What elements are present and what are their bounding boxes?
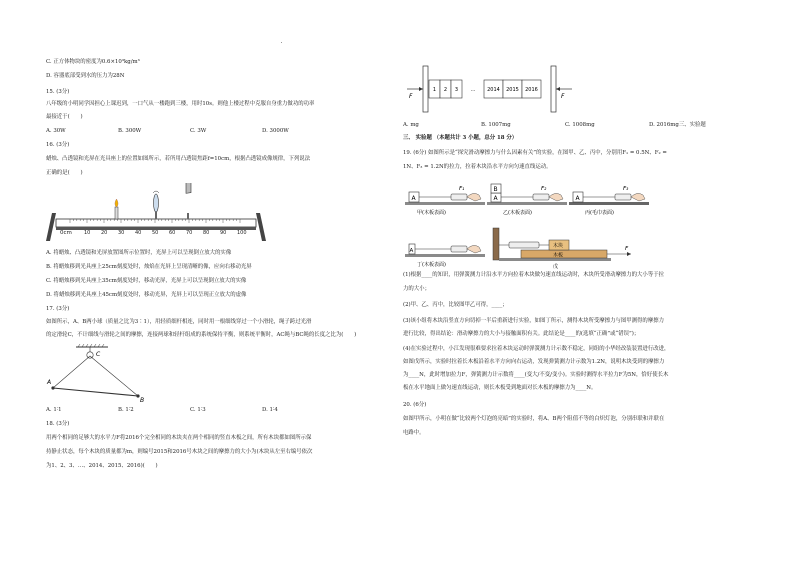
lens-top-icon <box>153 191 159 193</box>
right-board <box>551 66 556 112</box>
ding-spring-scale-icon <box>451 246 467 252</box>
bench-tick-label: 20 <box>101 230 108 236</box>
q20-stem-line2: 电路中。 <box>403 430 425 436</box>
left-force-arrowhead <box>419 87 423 91</box>
bench-unit-label: 0cm <box>60 230 72 236</box>
pulley-icon <box>87 352 93 358</box>
yi-hand-icon <box>549 193 563 201</box>
yi-block-b-label: B <box>493 186 498 193</box>
right-force-arrowhead <box>556 87 560 91</box>
q15-stem-line1: 八年级的小明同学因担心上课迟到，一口气从一楼跑到三楼，用时10s。则他上楼过程中克服自身重力做功的功率 <box>46 101 315 107</box>
light-screen-icon <box>186 183 191 193</box>
bing-force-label: F₃ <box>623 186 629 192</box>
q15-heading: 15. (3分) <box>46 89 70 95</box>
light-rod <box>53 388 138 396</box>
q18-stem-line2: 持静止状态，每个木块的质量都为m，则编号2015和2016号木块之间的摩擦力的大小为(木块从左至右编号依次 <box>46 449 313 455</box>
block-row <box>429 80 541 98</box>
wu-long-plank <box>521 250 607 258</box>
optical-bench-figure <box>46 183 266 243</box>
left-board <box>423 66 428 112</box>
wu-block-label: 木块 <box>553 243 564 249</box>
bench-left-leg <box>46 213 56 241</box>
q16-option-d: D. 将蜡烛移到光具座上45cm刻度处时，移动光屏，光屏上可以呈现正立放大的虚像 <box>46 292 247 298</box>
q15-option-d: D. 3000W <box>262 128 289 134</box>
label-b: B <box>140 397 145 404</box>
wu-force-label: F <box>625 246 629 252</box>
bing-block-label: A <box>575 195 580 202</box>
q15-option-b: B. 300W <box>118 128 142 134</box>
jia-spring-scale-icon <box>451 194 467 200</box>
q15-option-a: A. 30W <box>46 128 66 134</box>
bing-surface <box>569 202 649 205</box>
bench-tick-label: 10 <box>84 230 91 236</box>
block-number: 2014 <box>487 87 500 93</box>
section-title: 三、 实验题 （本题共计 3 小题，总分 18 分） <box>403 135 518 141</box>
jia-force-label: F₁ <box>459 186 465 192</box>
q16-option-a: A. 将蜡烛、凸透镜和光屏放置图所示位置时，光屏上可以呈现倒立放大的实像 <box>46 250 232 256</box>
q16-option-b: B. 将蜡烛移到光具座上25cm刻度处时，烛焰在光屏上呈现清晰的像，应向右移动光屏 <box>46 264 252 270</box>
block-number: … <box>470 87 476 93</box>
bench-rail <box>56 219 256 227</box>
ceiling-hatching <box>78 344 104 347</box>
bench-tick-label: 100 <box>237 230 247 236</box>
q14-option-d: D. 容器底部受到水的压力为28N <box>46 73 125 79</box>
lens-stand <box>155 212 157 219</box>
ball-a-icon <box>51 386 54 389</box>
q19-part4-line1: (4)在实验过程中，小江发现很难要求拉着木块运动时弹簧测力计示数不稳定，同组的小华经改装装置进行改进， <box>403 346 670 352</box>
yi-spring-scale-icon <box>533 194 549 200</box>
yi-caption: 乙(木板表面) <box>503 210 532 216</box>
yi-force-label: F₂ <box>541 186 547 192</box>
q18-heading: 18. (3分) <box>46 421 70 427</box>
block-number: 2016 <box>525 87 538 93</box>
q19-part4-line4: 板在水平地面上做匀速直线运动，则长木板受到地面对长木板的摩擦力为____N。 <box>403 385 597 391</box>
bench-right-leg <box>256 213 266 241</box>
convex-lens-icon <box>154 194 159 212</box>
figure-wu <box>493 228 631 270</box>
yi-surface <box>487 202 567 205</box>
wu-pull-arrowhead <box>627 252 631 256</box>
bench-tick-label: 60 <box>169 230 176 236</box>
bench-tick-label: 40 <box>135 230 142 236</box>
figure-jia <box>405 186 485 216</box>
figure-bing <box>569 186 649 216</box>
jia-surface <box>405 202 485 205</box>
left-force-label: F <box>409 93 413 100</box>
q19-part1-line2: 力的大小； <box>403 286 430 292</box>
q19-part1-line1: (1)根据____的知识，用弹簧测力计沿水平方向拉着木块做匀速直线运动时，木块所受滑动摩擦力的大小等于拉 <box>403 272 664 278</box>
bench-tick-label: 80 <box>203 230 210 236</box>
block-number: 2015 <box>506 87 519 93</box>
bing-hand-icon <box>631 193 645 201</box>
ding-block-label: A <box>409 248 414 254</box>
bing-spring-scale-icon <box>615 194 631 200</box>
screen-stand <box>187 213 189 219</box>
q16-stem-line2: 正确的是( ) <box>46 170 83 176</box>
q18-option-b: B. 1007mg <box>481 122 511 128</box>
figure-ding <box>405 244 485 268</box>
friction-experiment-figure <box>403 176 748 270</box>
q17-stem-line1: 如图所示，A、B两小球（质量之比为3∶1），用轻质细杆相连，同时用一根细线穿过一个小滑轮，绳子跨过光滑 <box>46 319 312 325</box>
q18-option-d: D. 2016mg三、实验题 <box>649 122 706 128</box>
wu-caption: 戊 <box>553 264 559 270</box>
bench-tick-label: 50 <box>152 230 159 236</box>
q20-stem-line1: 如图甲所示，小明在做“比较两个灯泡的亮暗”的实验时，将A、B两个阻值不等的白炽灯泡，分别串联和并联在 <box>403 416 665 422</box>
q16-option-c: C. 将蜡烛移到光具座上35cm刻度处时，移动光屏，光屏上可以呈现倒立放大的实像 <box>46 278 247 284</box>
bench-tick-label: 70 <box>186 230 193 236</box>
q15-stem-line2: 最接近于( ) <box>46 114 83 120</box>
figure-yi <box>487 184 567 216</box>
jia-block-label: A <box>411 195 416 202</box>
q19-part4-line2: 如图戊所示，实验时拉着长木板沿着水平方向向右运动，发现弹簧测力计示数为1.2N，说明木块受到的摩擦力 <box>403 359 665 365</box>
q14-option-c: C. 正方体物块的密度为0.6×10³kg/m³ <box>46 59 140 65</box>
wu-spring-scale-icon <box>509 242 539 248</box>
q18-option-c: C. 1008mg <box>565 122 595 128</box>
q19-part4-line3: 为____N，此时增加拉力F，弹簧测力计示数将____(变大/不变/变小)。实验时测得水平拉力F为5N，恰好使长木 <box>403 372 669 378</box>
bench-tick-label: 90 <box>220 230 227 236</box>
q19-stem-line1: 19. (6分) 如图所示是“探究滑动摩擦力与什么因素有关”的实验，在图甲、乙、丙中，分别用F₁ = 0.5N、F₂ = <box>403 150 667 156</box>
scan-dot <box>281 42 282 43</box>
clamped-blocks-figure <box>403 62 573 118</box>
block-number: 1 <box>432 87 437 93</box>
q19-part3-line1: (3)该小组将木块沿竖直方向切掉一半后重新进行实验，如图丁所示，测得木块所受摩擦力与图甲测得的摩擦力 <box>403 318 664 324</box>
ding-hand-icon <box>467 245 481 253</box>
block-number: 2 <box>443 87 448 93</box>
q17-option-d: D. 1∶4 <box>262 407 278 413</box>
q17-heading: 17. (3分) <box>46 306 70 312</box>
jia-hand-icon <box>467 193 481 201</box>
q19-stem-line2: 1N、F₃ = 1.2N的拉力，拉着木块沿水平方向匀速直线运动。 <box>403 164 552 170</box>
block-number: 3 <box>454 87 459 93</box>
q17-option-a: A. 1∶1 <box>46 407 62 413</box>
q19-part2: (2)甲、乙、丙中，比较图甲乙可得，____； <box>403 302 508 308</box>
q20-heading: 20. (6分) <box>403 402 427 408</box>
ding-surface <box>405 254 485 257</box>
rope <box>53 356 138 396</box>
pulley-triangle-figure <box>46 344 156 404</box>
right-force-label: F <box>561 93 565 100</box>
q15-option-c: C. 3W <box>190 128 207 134</box>
candle-icon <box>115 207 118 219</box>
bing-caption: 丙(毛巾表面) <box>585 210 614 216</box>
q17-option-c: C. 1∶3 <box>190 407 206 413</box>
q18-stem-line1: 用两个相同的足够大的水平力F将2016个完全相同的木块夹在两个相同的竖直木板之间，所有木块都如图所示保 <box>46 435 312 441</box>
candle-flame-icon <box>115 199 118 207</box>
q18-option-a: A. mg <box>403 122 419 128</box>
q17-option-b: B. 1∶2 <box>118 407 134 413</box>
label-a: A <box>47 379 52 386</box>
jia-caption: 甲(木板表面) <box>417 210 446 216</box>
q18-stem-line3: 为1、2、3、…、2014、2015、2016)( ) <box>46 463 158 469</box>
bench-tick-label: 30 <box>118 230 125 236</box>
q16-stem-line1: 蜡烛、凸透镜和光屏在光具座上的位置如图所示，若所用凸透镜焦距f=10cm，根据凸透镜成像规律，下列说法 <box>46 156 311 162</box>
q16-heading: 16. (3分) <box>46 142 70 148</box>
q19-part3-line2: 进行比较，得出结论：滑动摩擦力的大小与接触面积有关。此结论是____的(选填“正确”或“错误”)； <box>403 331 640 337</box>
wu-wall <box>493 228 499 260</box>
yi-block-a-label: A <box>493 195 498 202</box>
wu-plank-label: 木板 <box>553 252 564 259</box>
ding-caption: 丁(木板表面) <box>417 262 446 268</box>
q17-stem-line2: 的定滑轮C，不计细线与滑轮之间的摩擦，连接两球和轻杆组成的系统保持平衡，则系统平衡时，AC绳与BC绳的长度之比为( ) <box>46 332 357 338</box>
label-c: C <box>96 351 101 358</box>
